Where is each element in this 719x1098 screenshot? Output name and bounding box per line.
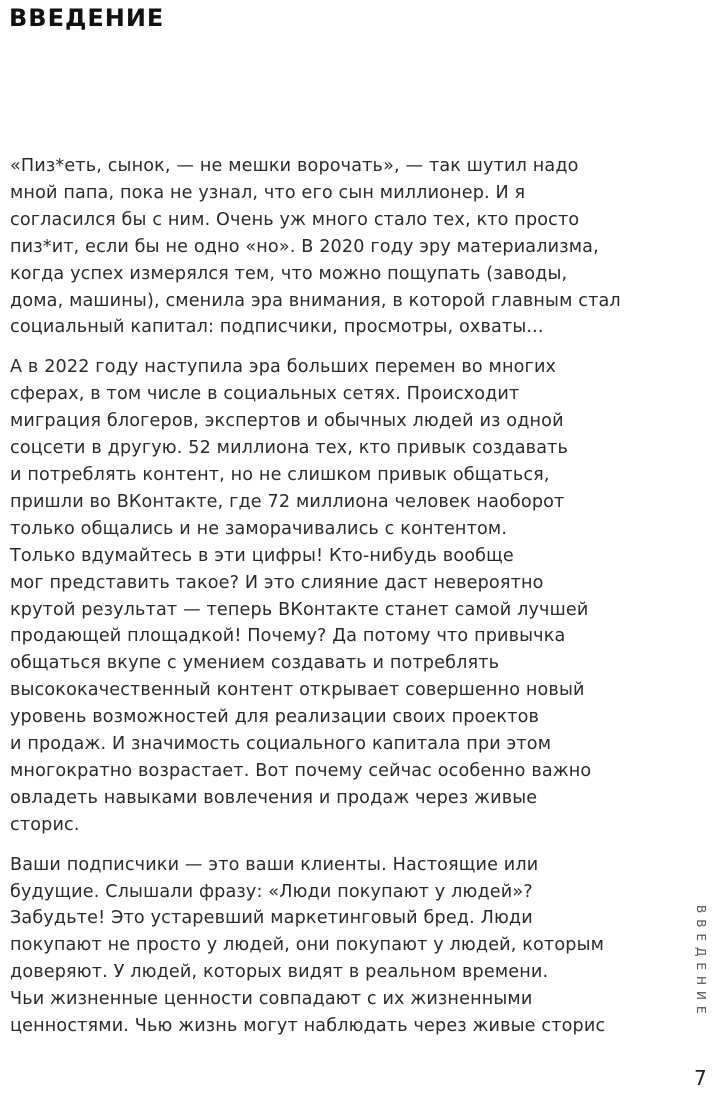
body-text [10,153,655,1053]
text-line: миграция блогеров, экспертов и обычных людей из одной [10,411,564,432]
text-line: пришли во ВКонтакте, где 72 миллиона человек наоборот [10,491,565,512]
text-line: Чьи жизненные ценности совпадают с их жизненными [10,989,533,1010]
text-line: согласился бы с ним. Очень уж много стало тех, кто просто [10,209,580,230]
text-line: Забудьте! Это устаревший маркетинговый бред. Люди [10,908,533,929]
text-line: А в 2022 году наступила эра больших перемен во многих [10,357,557,378]
text-line: уровень возможностей для реализации своих проектов [10,707,540,728]
text-line: ценностями. Чью жизнь могут наблюдать через живые сторис [10,1016,606,1037]
text-line: общаться вкупе с умением создавать и потреблять [10,653,500,674]
text-line: дома, машины), сменила эра внимания, в которой главным стал [10,290,621,311]
text-line: крутой результат — теперь ВКонтакте станет самой лучшей [10,599,589,620]
text-line: покупают не просто у людей, они покупают у людей, которым [10,935,605,956]
paragraph-1 [10,153,655,341]
text-line: будущие. Слышали фразу: «Люди покупают у людей»? [10,881,533,902]
text-line: только общались и не заморачивались с контентом. [10,518,508,539]
text-line: многократно возрастает. Вот почему сейчас особенно важно [10,760,592,781]
text-line: пиз*ит, если бы не одно «но». В 2020 году эру материализма, [10,236,599,257]
paragraph-2 [10,354,655,838]
text-line: соцсети в другую. 52 миллиона тех, кто привык создавать [10,438,569,459]
text-line: когда успех измерялся тем, что можно пощупать (заводы, [10,263,568,284]
text-line: и продаж. И значимость социального капитала при этом [10,734,552,755]
chapter-title: ВВЕДЕНИЕ [9,4,165,32]
text-line: мной папа, пока не узнал, что его сын миллионер. И я [10,182,526,203]
text-line: сферах, в том числе в социальных сетях. Происходит [10,384,520,405]
text-line: «Пиз*еть, сынок, — не мешки ворочать», — так шутил надо [10,156,579,176]
text-line: доверяют. У людей, которых видят в реальном времени. [10,962,549,983]
paragraph-3 [10,852,655,1040]
text-line: Ваши подписчики — это ваши клиенты. Настоящие или [10,854,539,875]
page-number: 7 [694,1066,707,1090]
text-line: социальный капитал: подписчики, просмотры, охваты... [10,317,544,338]
text-line: Только вдумайтесь в эти цифры! Кто-нибудь вообще [10,545,514,566]
text-line: высококачественный контент открывает совершенно новый [10,680,585,701]
text-line: овладеть навыками вовлечения и продаж через живые [10,787,538,808]
text-line: продающей площадкой! Почему? Да потому что привычка [10,626,566,647]
text-line: мог представить такое? И это слияние даст невероятно [10,572,544,593]
text-line: сторис. [10,814,80,835]
running-header: ВВЕДЕНИЕ [694,905,708,1020]
text-line: и потреблять контент, но не слишком привык общаться, [10,464,550,485]
